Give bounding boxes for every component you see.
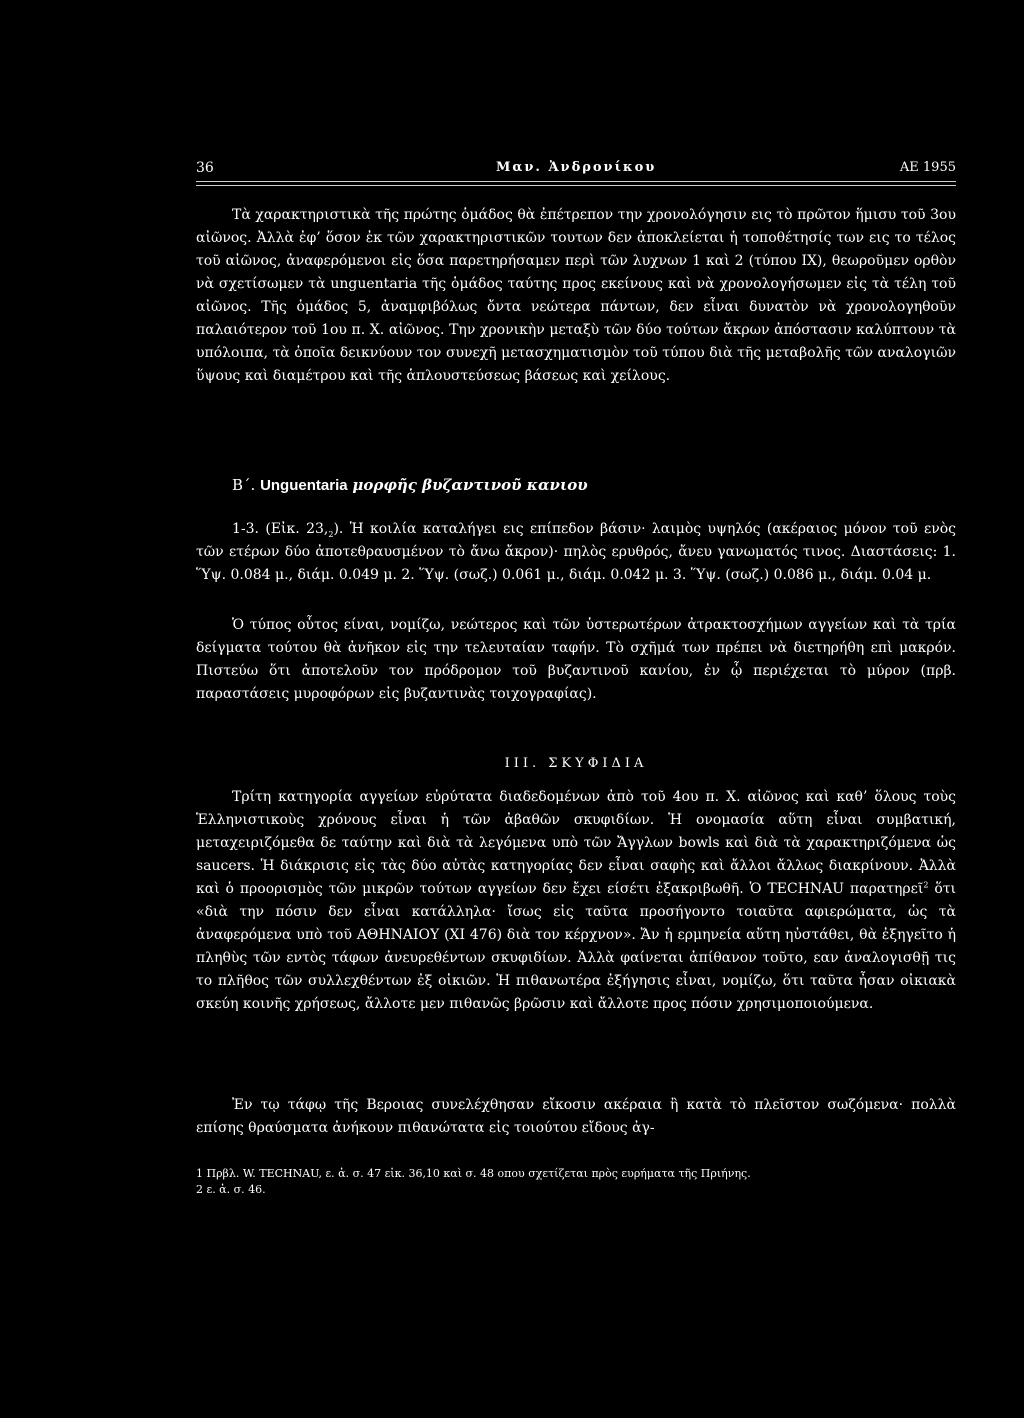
paragraph-chronology [196,204,956,388]
footnote-marker: 2 [923,880,929,890]
running-title: Μαν. Ἀνδρονίκου [496,160,657,175]
paragraph-type-discussion [196,614,956,706]
section-title-greek: μορφῆς βυζαντινοῦ κανιου [352,476,588,494]
paragraph-text: Τὰ χαρακτηριστικὰ τῆς πρώτης ὁμάδος θὰ ἐπέτρεπον την χρονολόγησιν εις τὸ πρῶτον ἥμισυ τοῦ 3ου αἰῶνος. Ἀλλὰ ἐφ’ ὅσον ἐκ τῶν χαρακτηριστικῶν τουτων δεν ἀποκλείεται ἡ τοποθέτησίς των εις το τέλος τοῦ αἰῶνος, ἀναφερόμενοι εἰς ὅσα παρετηρήσαμεν περὶ τῶν λυχνων 1 καὶ 2 (τύπου ΙΧ), θεωροῦμεν ορθὸν νὰ σχετίσωμεν τὰ unguentaria τῆς ὁμάδος ταύτης προς εκείνους καὶ νὰ χρονολογήσωμεν εἰς τὰ τέλη τοῦ αἰῶνος. Τῆς ὁμάδος 5, ἀναμφιβόλως ὄντα νεώτερα πάντων, δεν εἶναι δυνατὸν νὰ χρονολογηθοῦν παλαιότερον τοῦ 1ου π. Χ. αἰῶνος. Την χρονικὴν μεταξὺ τῶν δύο τούτων ἄκρων ἀπόστασιν καλύπτουν τὰ υπόλοιπα, τὰ ὁποῖα δεικνύουν τον συνεχῆ μετασχηματισμὸν τοῦ τύπου διὰ τῆς μεταβολῆς τῶν αναλογιῶν ὕψους καὶ διαμέτρου καὶ τῆς ἁπλουστεύσεως βάσεως καὶ χείλους. [196,207,956,384]
footnote-1: 1 Πρβλ. W. TECHNAU, ε. ἀ. σ. 47 εἰκ. 36,10 καὶ σ. 48 οπου σχετίζεται πρὸς ευρήματα τῆς Πριήνης. [196,1167,751,1180]
paragraph-text: Ὁ τύπος οὗτος είναι, νομίζω, νεώτερος καὶ τῶν ὑστερωτέρων ἀτρακτοσχήμων αγγείων καὶ τὰ τρία δείγματα τούτου θὰ ἀνῆκον εἰς την τελευταίαν ταφήν. Τὸ σχῆμά των πρέπει νὰ διετηρήθη επὶ μακρόν. Πιστεύω ὅτι ἀποτελοῦν τον πρόδρομον τοῦ βυζαντινοῦ κανίου, ἐν ᾧ περιέχεται τὸ μύρον (πρβ. παραστάσεις μυροφόρων εἰς βυζαντινὰς τοιχογραφίας). [196,617,956,702]
header-rule-top [196,181,956,182]
section-heading-b [232,476,588,494]
section-title-latin: Unguentaria [260,477,348,494]
paragraph-text-part-b: ὅτι «διὰ την πόσιν δεν εἶναι κατάλληλα· ἴσως εἰς ταῦτα προσήγοντο τοιαῦτα αφιερώματα, ὡς τὰ ἀναφερόμενα υπὸ τοῦ ΑΘΗΝΑΙΟΥ (ΧΙ 476) διὰ τον κέρχνον». Ἄν ἡ ερμηνεία αὕτη ηὐστάθει, θὰ ἐξηγεῖτο ἡ πληθὺς τῶν εντὸς τάφων ἀνευρεθέντων σκυφιδίων. Ἀλλὰ φαίνεται ἀπίθανον τοῦτο, εαν ἀναλογισθῇ τις το πλῆθος τῶν συλλεχθέντων ἐξ οἰκιῶν. Ἡ πιθανωτέρα ἐξήγησις εἶναι, νομίζω, ὅτι ταῦτα ἦσαν οἰκιακὰ σκεύη κοινῆς χρήσεως, ἄλλοτε μεν πιθανῶς βρῶσιν καὶ ἄλλοτε προς πόσιν χρησιμοποιούμενα. [196,881,956,1012]
paragraph-text [196,786,956,1016]
paragraph-text: Ἐν τῳ τάφῳ τῆς Βεροιας συνελέχθησαν εἴκοσιν ακέραια ἢ κατὰ τὸ πλεῖστον σωζόμενα· πολλὰ επίσης θραύσματα ἀνήκουν πιθανώτατα εἰς τοιούτου εἴδους ἀγ- [196,1097,956,1136]
figure-subscript: 2 [328,529,334,539]
paragraph-skyphidia [196,786,956,1016]
page-number: 36 [196,160,214,176]
paragraph-text [196,518,956,587]
section-number: Β΄. [232,476,261,494]
footnote-2: 2 ε. ἀ. σ. 46. [196,1183,266,1196]
paragraph-veroia-tomb [196,1094,956,1140]
entry-label: 1-3. (Εἰκ. 23, [232,521,329,537]
paragraph-text-part-a: Τρίτη κατηγορία αγγείων εὐρύτατα διαδεδομένων ἀπὸ τοῦ 4ου π. Χ. αἰῶνος καὶ καθ’ ὅλους τοὺς Ἑλληνιστικοὺς χρόνους εἶναι ἡ τῶν ἀβαθῶν σκυφιδίων. Ἡ ονομασία αὕτη εἶναι συμβατική, μεταχειριζόμεθα δε ταύτην καὶ διὰ τὰ λεγόμενα υπὸ τῶν Ἄγγλων bowls καὶ διὰ τὰ χαρακτηριζόμενα ὡς saucers. Ἡ διάκρισις εἰς τὰς δύο αὐτὰς κατηγορίας δεν εἶναι σαφὴς καὶ ἄλλοι ἄλλως διακρίνουν. Ἀλλὰ καὶ ὁ προορισμὸς τῶν μικρῶν τούτων αγγείων δεν ἔχει είσέτι ἐξακριβωθῆ. Ὁ TECHNAU παρατηρεῖ [196,789,956,897]
paragraph-catalogue-entry [196,518,956,587]
journal-volume: ΑΕ 1955 [899,160,956,175]
section-heading-iii: ΙΙΙ. ΣΚΥΦΙΔΙΑ [504,756,648,771]
footnotes [196,1166,956,1198]
entry-description: ). Ἡ κοιλία καταλήγει εις επίπεδον βάσιν· λαιμὸς υψηλός (ακέραιος μόνον τοῦ ενὸς τῶν ετέρων δύο ἀποτεθραυσμένον τὸ ἄνω ἄκρον)· πηλὸς ερυθρός, ἄνευ γανωματός τινος. Διαστάσεις: 1. Ὕψ. 0.084 μ., διάμ. 0.049 μ. 2. Ὕψ. (σωζ.) 0.061 μ., διάμ. 0.042 μ. 3. Ὕψ. (σωζ.) 0.086 μ., διάμ. 0.04 μ. [196,521,956,583]
header-rule-bottom [196,185,956,186]
